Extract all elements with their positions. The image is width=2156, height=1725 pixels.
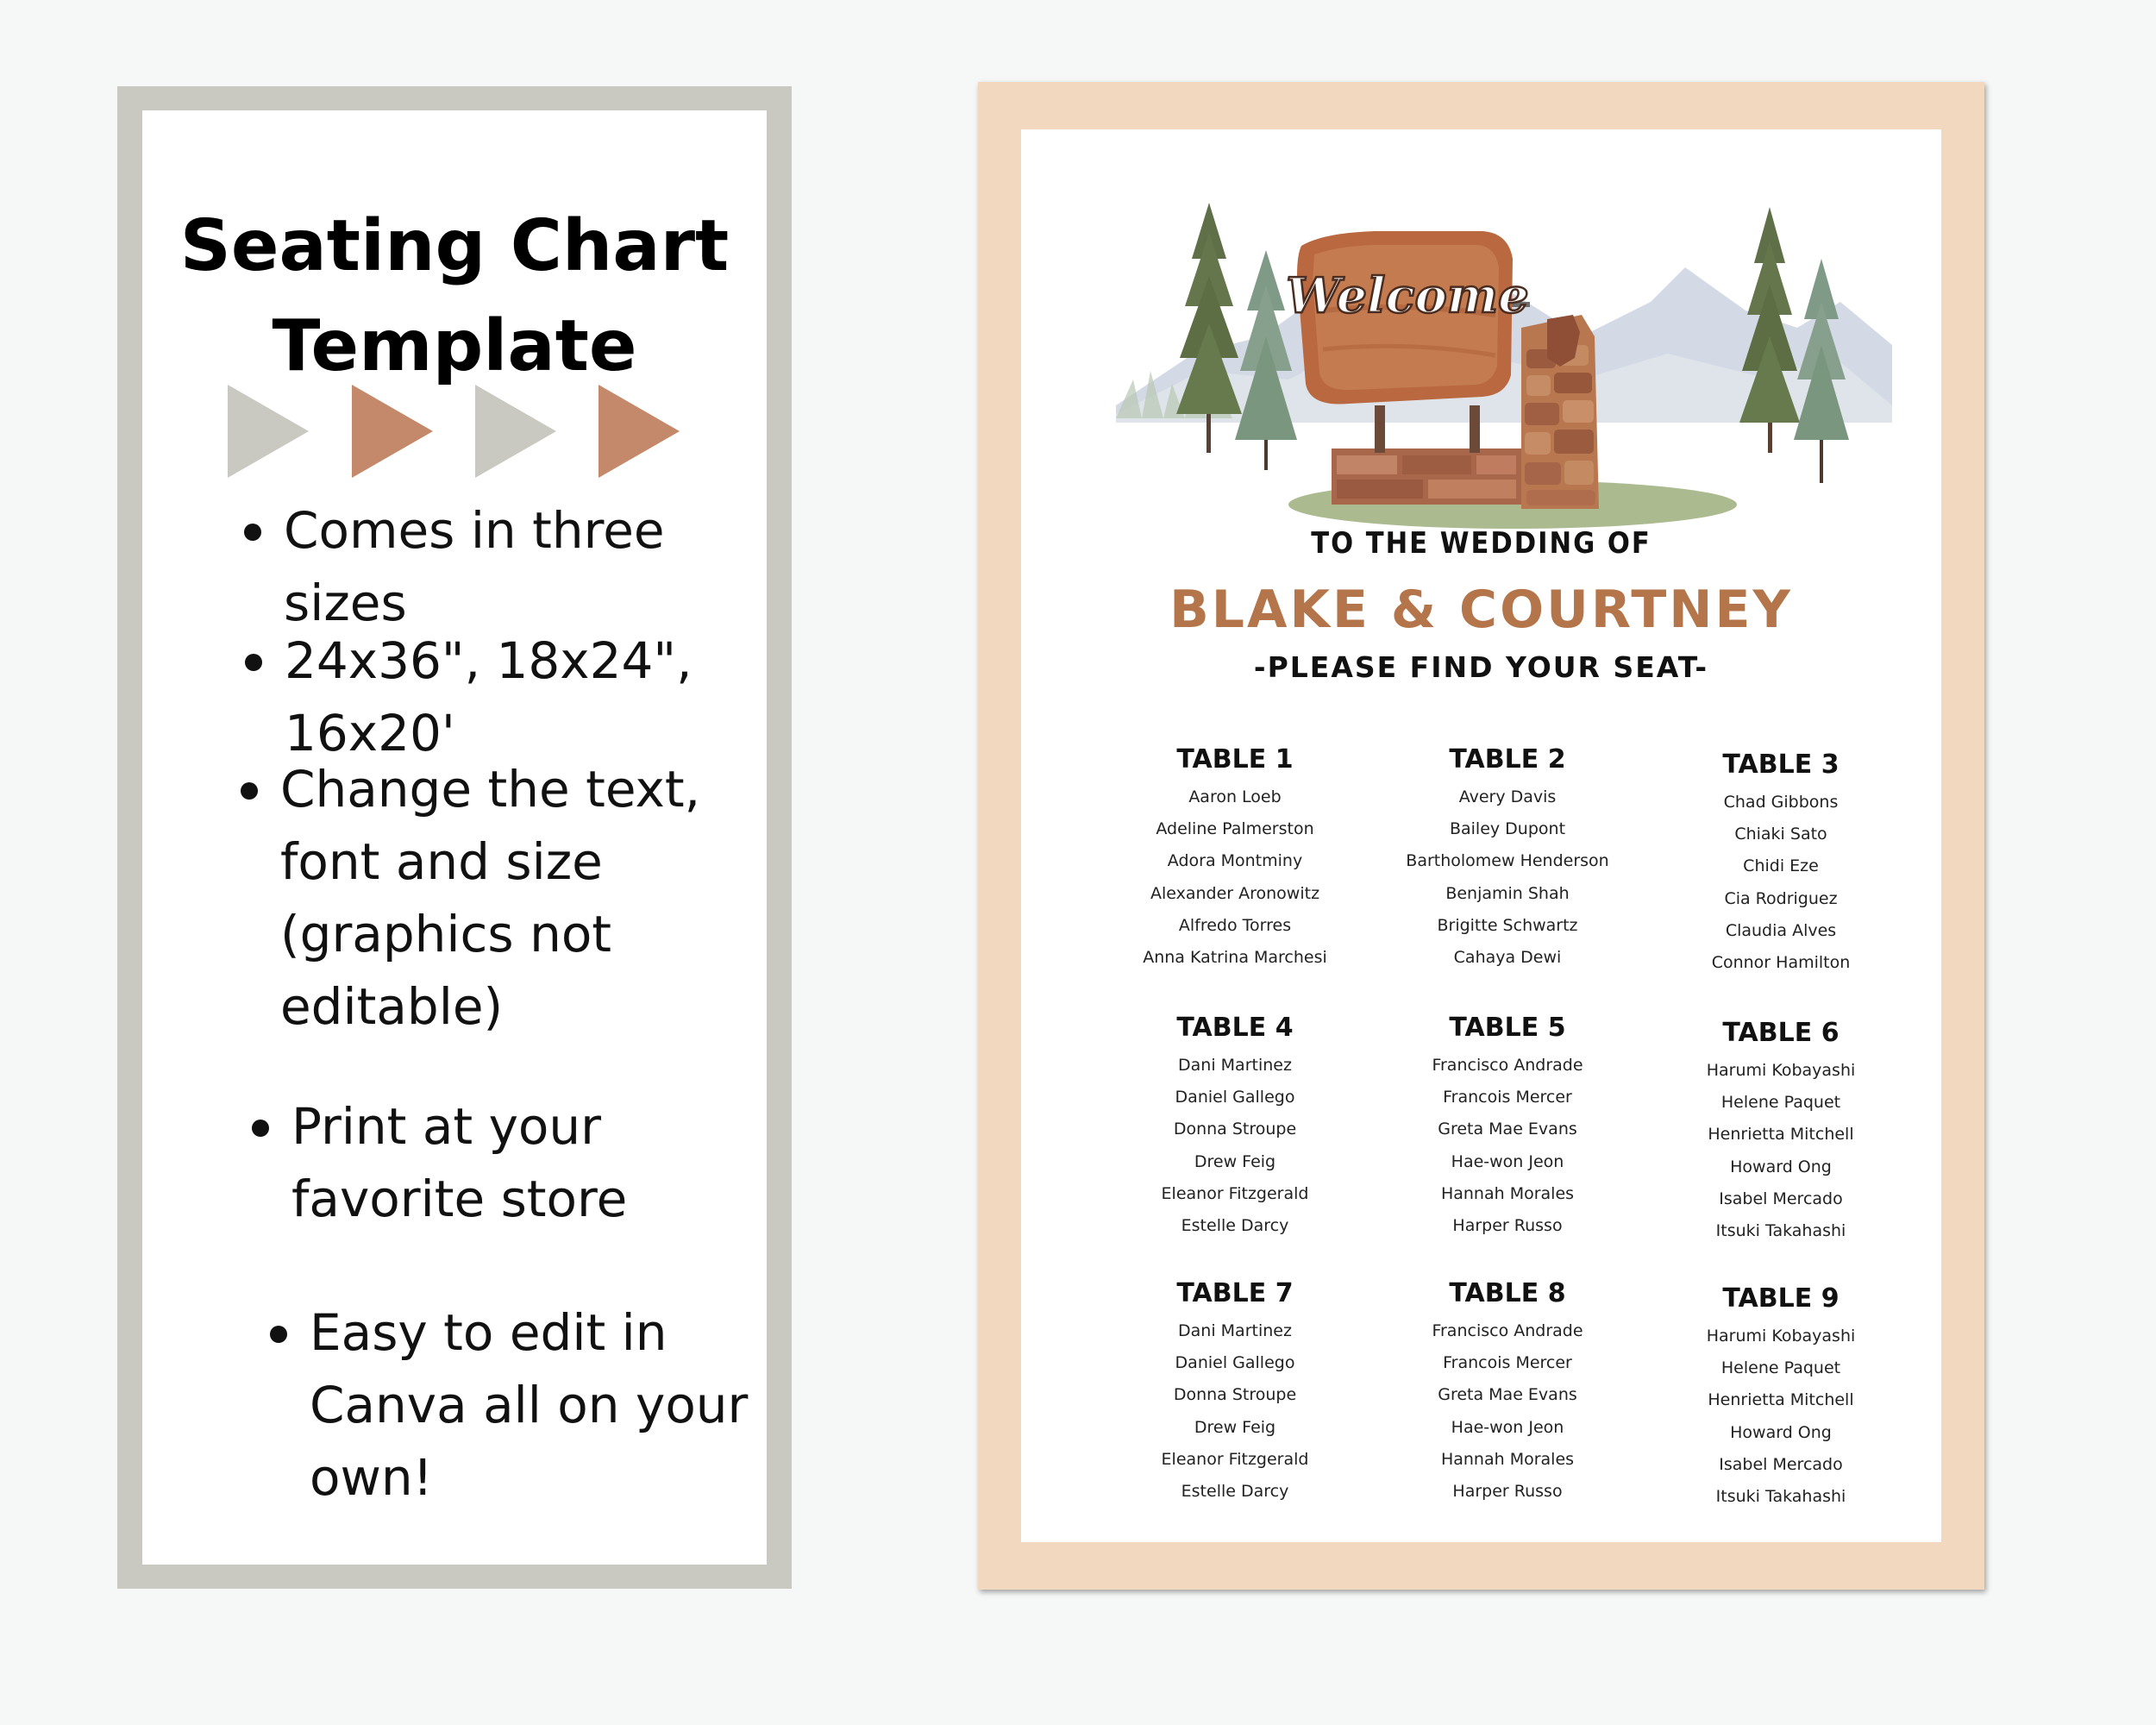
guest-name: Estelle Darcy xyxy=(1181,1216,1289,1236)
guest-name: Daniel Gallego xyxy=(1175,1353,1295,1373)
feature-bullet-line: Easy to edit in xyxy=(310,1303,667,1362)
table-name: TABLE 6 xyxy=(1722,1018,1839,1048)
arrow-right-icon xyxy=(228,385,309,478)
feature-bullet-line: Canva all on your xyxy=(310,1376,749,1434)
bullet-dot-icon xyxy=(241,782,258,800)
table-block xyxy=(1371,1010,1644,1242)
guest-name: Howard Ong xyxy=(1730,1157,1832,1176)
table-block xyxy=(1645,1015,1917,1247)
table-name: TABLE 8 xyxy=(1449,1278,1566,1308)
welcome-sign-text: Welcome xyxy=(1286,267,1529,324)
guest-name: Estelle Darcy xyxy=(1181,1482,1289,1502)
guest-name: Francisco Andrade xyxy=(1432,1056,1583,1075)
spruce-tree-icon xyxy=(1794,259,1849,483)
guest-name: Francois Mercer xyxy=(1443,1353,1572,1373)
table-block xyxy=(1371,742,1644,974)
guest-name: Henrietta Mitchell xyxy=(1708,1125,1854,1145)
feature-bullet xyxy=(291,1090,627,1235)
guest-name: Donna Stroupe xyxy=(1173,1120,1297,1139)
guest-name: Eleanor Fitzgerald xyxy=(1161,1183,1309,1203)
feature-bullet-line: editable) xyxy=(280,977,504,1036)
table-block xyxy=(1099,1276,1371,1508)
guest-name: Daniel Gallego xyxy=(1175,1088,1295,1107)
bullet-dot-icon xyxy=(270,1326,287,1343)
guest-name: Greta Mae Evans xyxy=(1438,1120,1577,1139)
welcome-sign-icon xyxy=(1286,231,1529,405)
find-seat-instruction: -PLEASE FIND YOUR SEAT- xyxy=(1253,650,1709,684)
guest-name: Aaron Loeb xyxy=(1188,787,1282,806)
guest-name: Alexander Aronowitz xyxy=(1150,883,1320,903)
guest-name: Alfredo Torres xyxy=(1178,915,1292,935)
guest-name: Harper Russo xyxy=(1452,1482,1563,1502)
info-card-inner xyxy=(142,110,767,1565)
feature-bullet-line: font and size xyxy=(280,832,603,891)
guest-name: Henrietta Mitchell xyxy=(1708,1390,1854,1410)
info-card xyxy=(117,86,792,1589)
info-title-line-2: Template xyxy=(272,305,637,387)
guest-name: Drew Feig xyxy=(1194,1417,1276,1437)
guest-name: Isabel Mercado xyxy=(1719,1454,1843,1474)
table-block xyxy=(1099,1010,1371,1242)
guest-name: Anna Katrina Marchesi xyxy=(1143,948,1327,968)
decorative-arrows xyxy=(228,385,711,480)
feature-bullet xyxy=(310,1296,748,1514)
table-name: TABLE 4 xyxy=(1176,1013,1294,1043)
arrow-right-icon xyxy=(599,385,680,478)
guest-name: Connor Hamilton xyxy=(1711,953,1851,973)
bullet-dot-icon xyxy=(245,654,262,671)
guest-name: Donna Stroupe xyxy=(1173,1385,1297,1405)
feature-bullet-line: (graphics not xyxy=(280,905,612,963)
arrow-right-icon xyxy=(475,385,556,478)
guest-name: Helene Paquet xyxy=(1720,1093,1841,1113)
guest-name: Howard Ong xyxy=(1730,1422,1832,1442)
guest-name: Harumi Kobayashi xyxy=(1706,1327,1856,1346)
guest-name: Helene Paquet xyxy=(1720,1358,1841,1378)
guest-name: Claudia Alves xyxy=(1725,920,1837,940)
guest-name: Adeline Palmerston xyxy=(1156,819,1314,839)
feature-bullet-line: Print at your xyxy=(291,1097,601,1156)
table-name: TABLE 3 xyxy=(1722,750,1839,780)
guest-name: Chad Gibbons xyxy=(1723,793,1839,812)
guest-name: Adora Montminy xyxy=(1167,851,1303,871)
bullet-dot-icon xyxy=(244,524,261,541)
guest-name: Hannah Morales xyxy=(1440,1449,1575,1469)
wedding-intro: TO THE WEDDING OF xyxy=(1311,526,1651,561)
guest-name: Benjamin Shah xyxy=(1445,883,1570,903)
table-block xyxy=(1099,742,1371,974)
guest-name: Francisco Andrade xyxy=(1432,1321,1583,1340)
guest-name: Isabel Mercado xyxy=(1719,1189,1843,1208)
guest-name: Eleanor Fitzgerald xyxy=(1161,1449,1309,1469)
guest-name: Chidi Eze xyxy=(1743,856,1819,876)
info-title xyxy=(142,197,767,397)
guest-name: Harumi Kobayashi xyxy=(1706,1061,1856,1080)
table-name: TABLE 2 xyxy=(1449,744,1566,775)
guest-name: Chiaki Sato xyxy=(1734,825,1827,844)
feature-bullet-line: Change the text, xyxy=(280,760,701,819)
poster-inner xyxy=(1021,129,1941,1542)
feature-bullet xyxy=(280,753,700,1043)
table-block xyxy=(1371,1276,1644,1508)
guest-name: Bartholomew Henderson xyxy=(1406,851,1609,871)
guest-name: Dani Martinez xyxy=(1178,1056,1292,1075)
guest-name: Hae-won Jeon xyxy=(1451,1151,1564,1171)
bullet-dot-icon xyxy=(252,1120,269,1137)
guest-name: Avery Davis xyxy=(1458,787,1557,806)
feature-bullet-line: 24x36", 18x24", 16x20' xyxy=(285,631,693,762)
feature-bullet xyxy=(284,494,767,639)
seating-chart-poster xyxy=(978,82,1984,1590)
table-name: TABLE 5 xyxy=(1449,1013,1566,1043)
guest-name: Dani Martinez xyxy=(1178,1321,1292,1340)
guest-name: Hae-won Jeon xyxy=(1451,1417,1564,1437)
table-block xyxy=(1645,747,1917,979)
guest-name: Cia Rodriguez xyxy=(1724,888,1838,908)
stone-base-icon xyxy=(1332,448,1521,505)
guest-name: Cahaya Dewi xyxy=(1453,948,1562,968)
feature-bullet-line: Comes in three sizes xyxy=(284,501,665,632)
guest-name: Hannah Morales xyxy=(1440,1183,1575,1203)
guest-name: Itsuki Takahashi xyxy=(1715,1487,1846,1507)
welcome-sign-illustration xyxy=(1064,164,1908,561)
guest-name: Brigitte Schwartz xyxy=(1437,915,1578,935)
feature-bullet-line: favorite store xyxy=(291,1170,628,1228)
couple-names: BLAKE & COURTNEY xyxy=(1169,580,1793,640)
guest-name: Itsuki Takahashi xyxy=(1715,1221,1846,1241)
guest-name: Bailey Dupont xyxy=(1449,819,1566,839)
guest-name: Drew Feig xyxy=(1194,1151,1276,1171)
info-title-line-1: Seating Chart xyxy=(179,205,730,287)
table-name: TABLE 1 xyxy=(1176,744,1294,775)
table-block xyxy=(1645,1281,1917,1513)
feature-bullet xyxy=(285,624,767,769)
guest-name: Francois Mercer xyxy=(1443,1088,1572,1107)
guest-name: Harper Russo xyxy=(1452,1216,1563,1236)
feature-bullet-line: own! xyxy=(310,1448,433,1507)
table-name: TABLE 7 xyxy=(1176,1278,1294,1308)
table-name: TABLE 9 xyxy=(1722,1283,1839,1314)
guest-name: Greta Mae Evans xyxy=(1438,1385,1577,1405)
arrow-right-icon xyxy=(352,385,433,478)
stone-pillar-icon xyxy=(1521,315,1599,509)
